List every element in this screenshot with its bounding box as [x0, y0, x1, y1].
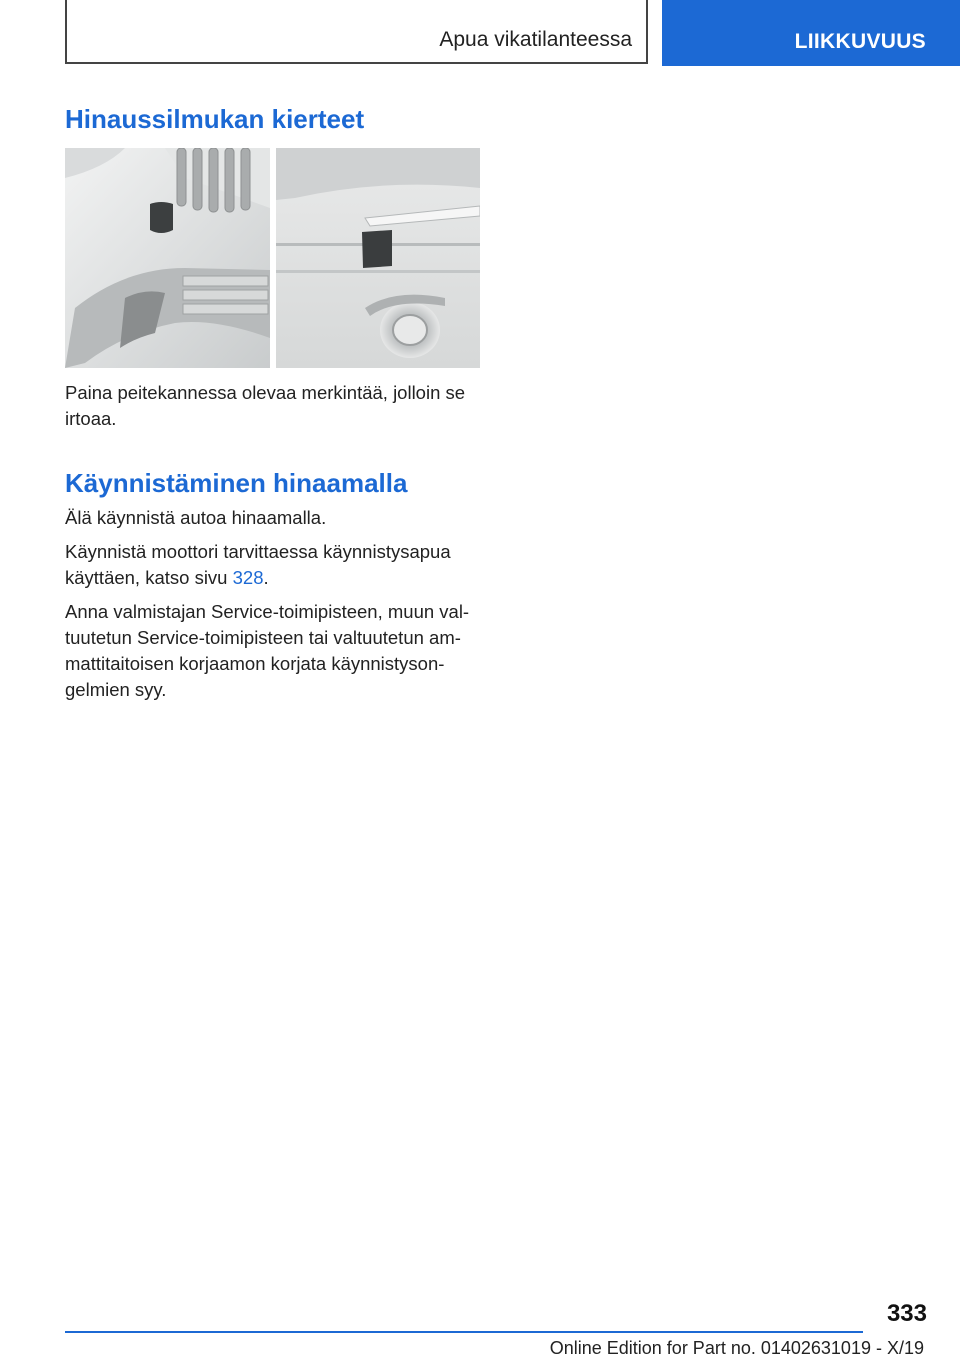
- paragraph-service-repair: Anna valmistajan Service-toimipisteen, muun val-tuutetun Service-toimipisteen tai valtuutetun am-mattitaitoisen korjaamon korjata käynnistyson-gelmien syy.: [65, 601, 470, 700]
- heading-towing-eye-threads: Hinaussilmukan kierteet: [65, 104, 365, 134]
- header-section-title: Apua vikatilanteessa: [439, 28, 632, 51]
- paragraph-jump-start: [65, 539, 485, 591]
- paragraph-do-not-tow-start: Älä käynnistä autoa hinaamalla.: [65, 507, 327, 528]
- header-section-box: [65, 0, 648, 64]
- car-bumper-illustration: [65, 148, 480, 368]
- towing-eye-cover-illustration: [65, 148, 480, 368]
- footer-divider: [65, 1331, 863, 1333]
- header-chapter-title: LIIKKUVUUS: [794, 30, 926, 53]
- jump-start-text-end: .: [263, 567, 269, 588]
- jump-start-text: Käynnistä moottori tarvittaessa käynnistysapua käyttäen, katso sivu: [65, 541, 451, 588]
- page-reference-link[interactable]: 328: [232, 567, 264, 588]
- footer-edition: Online Edition for Part no. 01402631019 - X/19: [549, 1338, 924, 1358]
- paragraph-remove-cover: Paina peitekannessa olevaa merkintää, jolloin se irtoaa.: [65, 382, 466, 429]
- page-number: 333: [886, 1300, 927, 1327]
- header-chapter-tab: [662, 0, 960, 66]
- heading-tow-starting: Käynnistäminen hinaamalla: [65, 468, 408, 498]
